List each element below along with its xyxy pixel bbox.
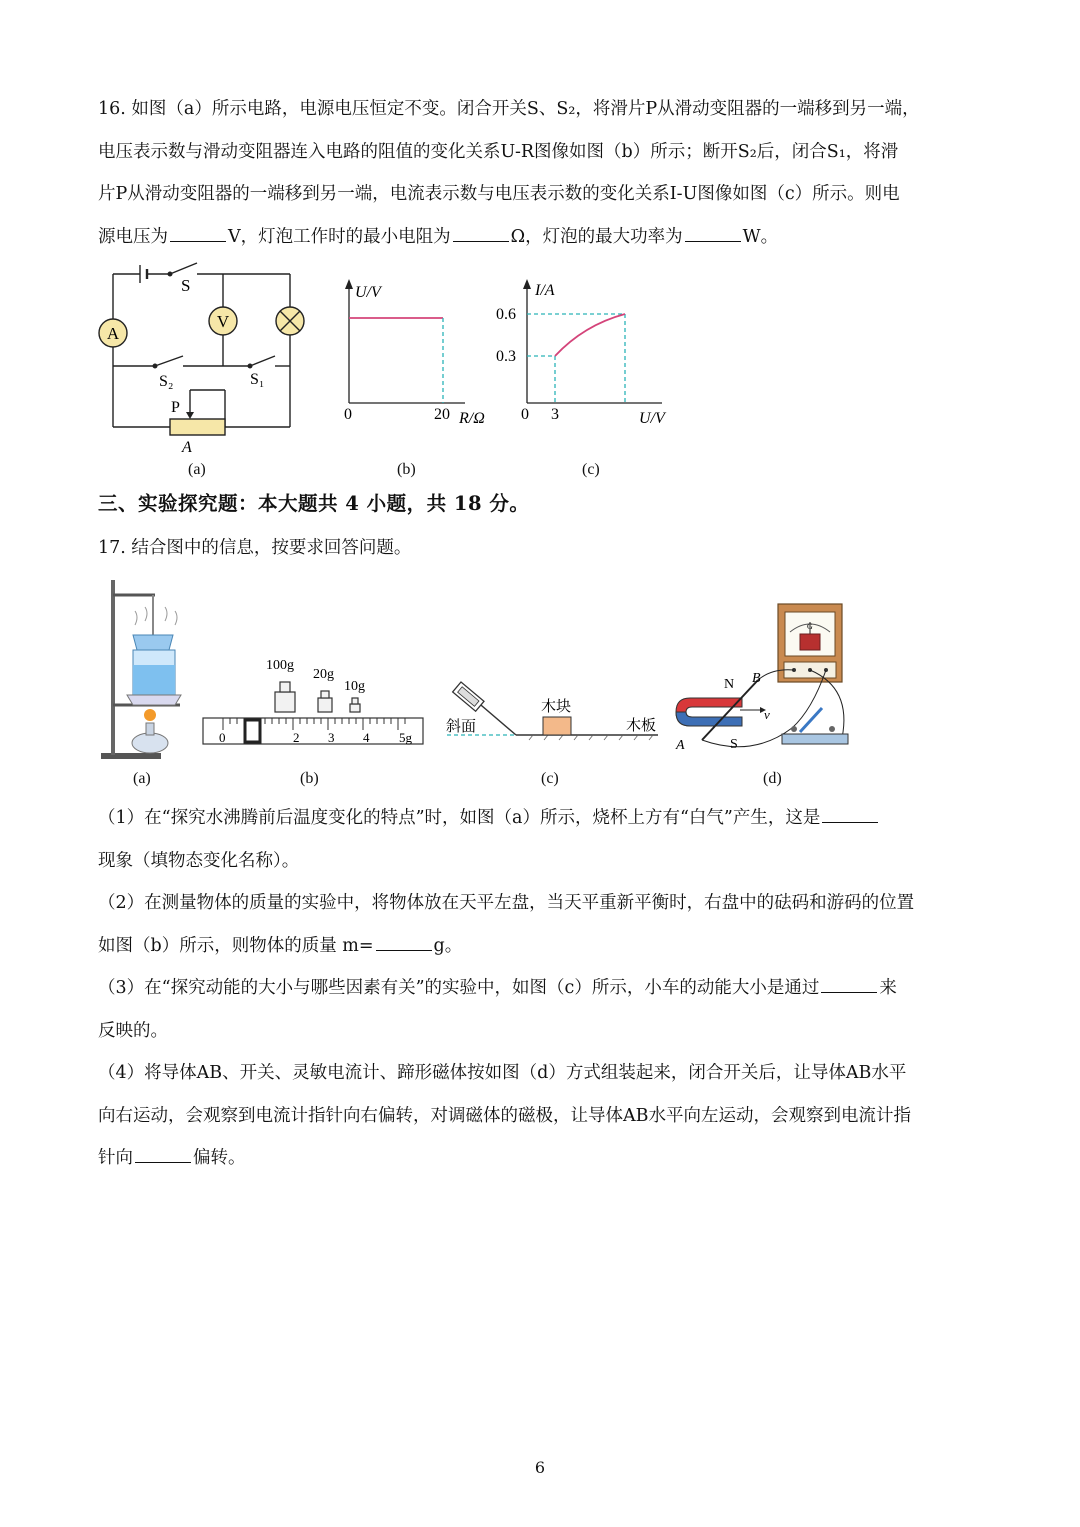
ur-graph-b: [335, 275, 500, 430]
weight-20g-label: 20g: [313, 667, 334, 682]
q17-p2-b: 如图（b）所示，则物体的质量 m=: [98, 935, 374, 956]
question-17-intro: [98, 527, 986, 570]
velocity-v-label: v: [764, 707, 770, 722]
scale-label-5: 5g: [399, 730, 412, 745]
answer-blank-power[interactable]: [685, 222, 741, 241]
fig17d-caption: (d): [763, 770, 782, 787]
ur-xlabel: R/Ω: [459, 410, 485, 427]
q16-line4b: V，灯泡工作时的最小电阻为: [228, 226, 451, 247]
answer-blank-voltage[interactable]: [170, 222, 226, 241]
iu-graph-c: [492, 275, 682, 430]
switch-icon: [782, 734, 848, 744]
conductor-a-label: A: [676, 738, 685, 753]
page-number: 6: [534, 1458, 546, 1477]
fig17a-caption: (a): [133, 770, 151, 787]
fig17b-caption: (b): [300, 770, 319, 787]
q16-line3: 片P从滑动变阻器的一端移到另一端，电流表示数与电压表示数的变化关系I-U图像如图（c）所示。则电: [98, 184, 900, 204]
answer-blank-4[interactable]: [135, 1144, 191, 1163]
iu-xlabel: U/V: [639, 410, 665, 427]
fig16c-caption: (c): [582, 461, 600, 478]
iu-ylabel: I/A: [535, 282, 555, 299]
incline-experiment-c: [443, 678, 663, 742]
iu-ytick-06: 0.6: [496, 306, 516, 323]
ur-ylabel: U/V: [355, 284, 381, 301]
scale-label-4: 4: [363, 730, 370, 745]
question-17-parts: [98, 797, 986, 1180]
q17-p3-b: 来: [879, 978, 897, 998]
iu-origin: 0: [521, 406, 529, 423]
fig16b-caption: (b): [397, 461, 416, 478]
scale-label-2: 2: [293, 730, 300, 745]
q16-number: 16.: [98, 99, 126, 119]
rider-scale: [203, 718, 423, 744]
block-label: 木块: [541, 699, 572, 715]
induction-setup-d: [672, 598, 867, 760]
rheostat-end-label: A: [182, 439, 192, 456]
iu-curve: [555, 314, 625, 356]
q17-p1-b: 现象（填物态变化名称）。: [98, 850, 300, 871]
q16-line4a: 源电压为: [98, 226, 168, 247]
ammeter-label: A: [106, 324, 120, 343]
rider-icon: [245, 720, 260, 742]
slider-arrow-icon: [186, 412, 194, 419]
q16-line2: 电压表示数与滑动变阻器连入电路的阻值的变化关系U-R图像如图（b）所示；断开S₂后，闭合S₁，将滑: [98, 141, 899, 162]
rheostat: [170, 419, 225, 435]
conductor-b-label: B: [752, 671, 761, 686]
y-axis-arrow-icon: [523, 279, 531, 289]
q17-intro-text: 17. 结合图中的信息，按要求回答问题。: [98, 538, 412, 558]
q17-p1-a: （1）在“探究水沸腾前后温度变化的特点”时，如图（a）所示，烧杯上方有“白气”产生，这是: [98, 808, 821, 828]
fig16a-caption: (a): [188, 461, 206, 478]
weight-10g-icon: [350, 704, 360, 712]
iu-ytick-03: 0.3: [496, 348, 516, 365]
weight-100g-icon: [275, 692, 295, 712]
q17-p4-a: （4）将导体AB、开关、灵敏电流计、蹄形磁体按如图（d）方式组装起来，闭合开关后，让导体AB水平: [98, 1063, 907, 1083]
q17-p2-a: （2）在测量物体的质量的实验中，将物体放在天平左盘，当天平重新平衡时，右盘中的砝码和游码的位置: [98, 893, 915, 913]
answer-blank-3[interactable]: [821, 974, 877, 993]
scale-label-3: 3: [328, 730, 335, 745]
slider-p-label: P: [171, 399, 180, 416]
wooden-block-icon: [543, 717, 571, 735]
q16-line1: 如图（a）所示电路，电源电压恒定不变。闭合开关S、S₂，将滑片P从滑动变阻器的一端移到另一端，: [131, 99, 920, 119]
q17-p4-c: 针向: [98, 1148, 133, 1168]
q17-p4-b: 向右运动，会观察到电流计指针向右偏转，对调磁体的磁极，让导体AB水平向左运动，会观察到电流计指: [98, 1105, 911, 1126]
q17-p3-c: 反映的。: [98, 1020, 168, 1041]
switch-s2-label: S₂: [159, 373, 174, 390]
switch-s1-label: S₁: [250, 371, 265, 388]
galvanometer-label: G: [807, 622, 813, 631]
weight-20g-icon: [318, 698, 332, 712]
iu-xtick: 3: [551, 406, 559, 423]
steam-icon: [135, 607, 177, 625]
incline-label: 斜面: [446, 719, 477, 735]
question-16: [98, 88, 986, 258]
cart-icon: [453, 682, 484, 711]
answer-blank-resistance[interactable]: [453, 222, 509, 241]
alcohol-lamp-icon: [132, 733, 168, 753]
magnet-n-label: N: [724, 677, 735, 692]
q17-p4-d: 偏转。: [193, 1148, 246, 1168]
ur-origin: 0: [344, 406, 352, 423]
answer-blank-2[interactable]: [376, 931, 432, 950]
fig17c-caption: (c): [541, 770, 559, 787]
board-label: 木板: [626, 718, 657, 734]
boiling-apparatus-a: [95, 575, 190, 765]
flame-icon: [144, 709, 156, 721]
magnet-s-label: S: [730, 737, 738, 752]
q17-p2-c: g。: [433, 935, 463, 956]
q16-line4d: W。: [742, 226, 779, 247]
weight-100g-label: 100g: [266, 658, 294, 673]
y-axis-arrow-icon: [345, 279, 353, 289]
circuit-diagram-a: [95, 262, 320, 462]
weight-10g-label: 10g: [344, 679, 365, 694]
switch-s-label: S: [181, 276, 191, 295]
answer-blank-1[interactable]: [822, 804, 878, 823]
section-3-heading: 三、实验探究题：本大题共 4 小题，共 18 分。: [98, 492, 530, 515]
ur-xtick: 20: [434, 406, 450, 423]
voltmeter-label: V: [216, 312, 230, 331]
q17-p3-a: （3）在“探究动能的大小与哪些因素有关”的实验中，如图（c）所示，小车的动能大小是通过: [98, 978, 820, 998]
balance-weights-b: [200, 652, 428, 752]
q16-line4c: Ω，灯泡的最大功率为: [510, 226, 683, 247]
scale-label-0: 0: [219, 730, 226, 745]
